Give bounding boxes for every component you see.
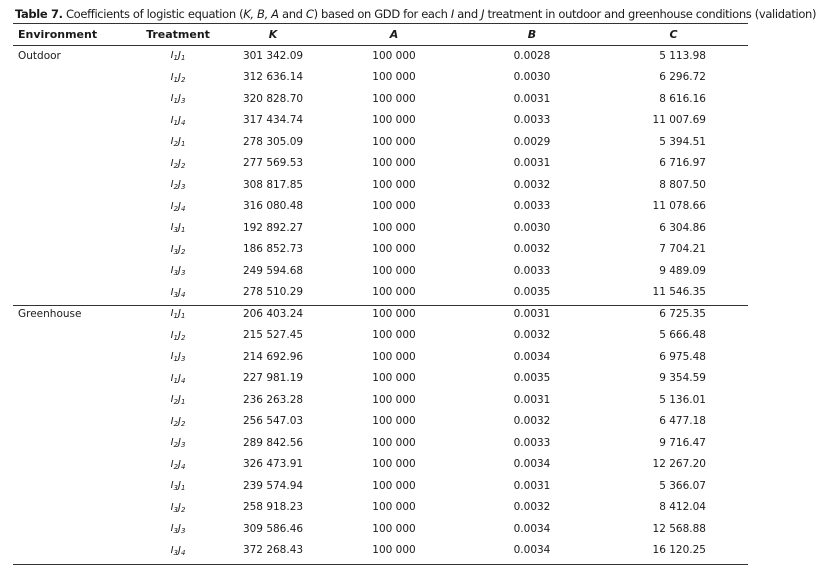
header-k: K xyxy=(268,28,278,41)
cell-environment xyxy=(13,346,133,368)
table-row xyxy=(13,411,748,433)
cell-c: 5 394.51 xyxy=(659,135,706,148)
cell-treatment: $I_2J_2$ xyxy=(170,157,186,170)
cell-a: 100 000 xyxy=(372,329,416,342)
cell-treatment: $I_3J_3$ xyxy=(170,523,186,536)
cell-treatment: $I_1J_4$ xyxy=(170,114,186,127)
cell-environment xyxy=(13,88,133,110)
cell-environment xyxy=(13,131,133,153)
cell-environment xyxy=(13,325,133,347)
cell-k: 258 918.23 xyxy=(242,501,304,514)
header-c: C xyxy=(669,28,678,41)
cell-environment xyxy=(13,540,133,562)
cell-environment xyxy=(13,368,133,390)
cell-a: 100 000 xyxy=(372,458,416,471)
cell-k: 289 842.56 xyxy=(242,436,304,449)
cell-treatment: $I_1J_4$ xyxy=(170,372,186,385)
cell-treatment: $I_3J_2$ xyxy=(170,243,186,256)
table-row xyxy=(13,432,748,454)
cell-environment xyxy=(13,260,133,282)
cell-environment xyxy=(13,196,133,218)
cell-environment xyxy=(13,217,133,239)
cell-b: 0.0034 xyxy=(513,458,551,471)
cell-a: 100 000 xyxy=(372,436,416,449)
cell-k: 192 892.27 xyxy=(242,221,304,234)
table-row xyxy=(13,497,748,519)
cell-k: 301 342.09 xyxy=(242,49,304,62)
cell-a: 100 000 xyxy=(372,49,416,62)
cell-k: 249 594.68 xyxy=(242,264,304,277)
cell-k: 309 586.46 xyxy=(242,522,304,535)
table-row xyxy=(13,518,748,540)
cell-b: 0.0028 xyxy=(513,49,551,62)
header-a: A xyxy=(389,28,399,41)
cell-c: 12 568.88 xyxy=(652,522,706,535)
cell-k: 206 403.24 xyxy=(242,307,304,320)
table-row xyxy=(13,174,748,196)
table-row xyxy=(13,45,748,67)
table-row xyxy=(13,67,748,89)
cell-k: 239 574.94 xyxy=(242,479,304,492)
cell-b: 0.0032 xyxy=(513,178,551,191)
cell-c: 9 716.47 xyxy=(659,436,706,449)
cell-treatment: $I_1J_2$ xyxy=(170,329,186,342)
cell-b: 0.0034 xyxy=(513,544,551,557)
header-environment: Environment xyxy=(18,28,98,41)
table-row xyxy=(13,346,748,368)
cell-environment xyxy=(13,67,133,89)
cell-treatment: $I_2J_3$ xyxy=(170,437,186,450)
cell-a: 100 000 xyxy=(372,307,416,320)
cell-treatment: $I_3J_4$ xyxy=(170,544,186,557)
cell-environment xyxy=(13,174,133,196)
caption-label: Table 7. xyxy=(15,7,63,21)
table-row xyxy=(13,454,748,476)
cell-c: 5 113.98 xyxy=(659,49,706,62)
header-treatment: Treatment xyxy=(146,28,210,41)
caption-part: J xyxy=(481,7,485,21)
cell-b: 0.0030 xyxy=(513,221,551,234)
cell-c: 9 354.59 xyxy=(659,372,706,385)
table-row xyxy=(13,368,748,390)
cell-k: 312 636.14 xyxy=(242,71,304,84)
cell-a: 100 000 xyxy=(372,178,416,191)
cell-environment: Greenhouse xyxy=(18,307,82,320)
cell-k: 317 434.74 xyxy=(242,114,304,127)
table-row xyxy=(13,389,748,411)
bottom-rule xyxy=(13,564,748,565)
cell-b: 0.0035 xyxy=(513,372,551,385)
cell-a: 100 000 xyxy=(372,264,416,277)
cell-a: 100 000 xyxy=(372,350,416,363)
cell-a: 100 000 xyxy=(372,114,416,127)
table-row xyxy=(13,196,748,218)
cell-b: 0.0033 xyxy=(513,114,551,127)
table-row xyxy=(13,88,748,110)
cell-environment xyxy=(13,518,133,540)
cell-b: 0.0031 xyxy=(513,393,551,406)
cell-a: 100 000 xyxy=(372,393,416,406)
cell-environment xyxy=(13,432,133,454)
cell-b: 0.0032 xyxy=(513,501,551,514)
cell-k: 316 080.48 xyxy=(242,200,304,213)
cell-environment xyxy=(13,389,133,411)
cell-a: 100 000 xyxy=(372,415,416,428)
cell-treatment: $I_3J_3$ xyxy=(170,265,186,278)
cell-b: 0.0032 xyxy=(513,329,551,342)
cell-c: 9 489.09 xyxy=(659,264,706,277)
caption-part: and xyxy=(453,7,482,21)
cell-a: 100 000 xyxy=(372,522,416,535)
cell-a: 100 000 xyxy=(372,372,416,385)
cell-k: 308 817.85 xyxy=(242,178,304,191)
cell-c: 6 296.72 xyxy=(659,71,706,84)
cell-treatment: $I_1J_2$ xyxy=(170,71,186,84)
cell-b: 0.0029 xyxy=(513,135,551,148)
cell-c: 8 616.16 xyxy=(659,92,706,105)
table-row xyxy=(13,303,748,325)
cell-environment xyxy=(13,454,133,476)
table-row xyxy=(13,239,748,261)
cell-k: 320 828.70 xyxy=(242,92,304,105)
cell-c: 8 807.50 xyxy=(659,178,706,191)
header-b: B xyxy=(527,28,537,41)
table-row xyxy=(13,325,748,347)
cell-treatment: $I_2J_1$ xyxy=(170,394,186,407)
cell-c: 11 546.35 xyxy=(652,286,706,299)
table-row xyxy=(13,217,748,239)
cell-b: 0.0033 xyxy=(513,264,551,277)
cell-treatment: $I_3J_4$ xyxy=(170,286,186,299)
cell-c: 5 136.01 xyxy=(659,393,706,406)
table-body xyxy=(13,45,748,561)
cell-environment xyxy=(13,411,133,433)
table-row xyxy=(13,475,748,497)
cell-c: 11 078.66 xyxy=(652,200,706,213)
cell-c: 5 366.07 xyxy=(659,479,706,492)
cell-c: 11 007.69 xyxy=(652,114,706,127)
cell-b: 0.0031 xyxy=(513,307,551,320)
cell-c: 8 412.04 xyxy=(659,501,706,514)
caption-part: ) based on GDD for each xyxy=(313,7,451,21)
cell-a: 100 000 xyxy=(372,92,416,105)
cell-b: 0.0032 xyxy=(513,243,551,256)
cell-treatment: $I_1J_3$ xyxy=(170,351,186,364)
table-row xyxy=(13,153,748,175)
cell-k: 372 268.43 xyxy=(242,544,304,557)
cell-b: 0.0031 xyxy=(513,479,551,492)
cell-b: 0.0033 xyxy=(513,200,551,213)
cell-treatment: $I_3J_1$ xyxy=(170,480,186,493)
cell-treatment: $I_3J_1$ xyxy=(170,222,186,235)
cell-treatment: $I_1J_1$ xyxy=(170,308,186,321)
caption-text xyxy=(63,7,816,21)
cell-c: 6 716.97 xyxy=(659,157,706,170)
cell-c: 6 975.48 xyxy=(659,350,706,363)
cell-a: 100 000 xyxy=(372,221,416,234)
cell-b: 0.0030 xyxy=(513,71,551,84)
coefficients-table xyxy=(13,24,748,561)
table-row xyxy=(13,260,748,282)
cell-c: 16 120.25 xyxy=(652,544,706,557)
cell-k: 215 527.45 xyxy=(242,329,304,342)
cell-environment xyxy=(13,282,133,304)
cell-c: 6 477.18 xyxy=(659,415,706,428)
cell-a: 100 000 xyxy=(372,479,416,492)
cell-treatment: $I_2J_1$ xyxy=(170,136,186,149)
cell-a: 100 000 xyxy=(372,200,416,213)
cell-k: 326 473.91 xyxy=(242,458,304,471)
cell-treatment: $I_2J_3$ xyxy=(170,179,186,192)
cell-k: 256 547.03 xyxy=(242,415,304,428)
caption-part: K, B, A xyxy=(243,7,279,21)
cell-environment xyxy=(13,153,133,175)
cell-b: 0.0034 xyxy=(513,350,551,363)
header-row xyxy=(13,24,748,45)
cell-treatment: $I_2J_4$ xyxy=(170,200,186,213)
cell-k: 278 510.29 xyxy=(242,286,304,299)
cell-a: 100 000 xyxy=(372,286,416,299)
cell-a: 100 000 xyxy=(372,135,416,148)
cell-treatment: $I_1J_3$ xyxy=(170,93,186,106)
cell-environment xyxy=(13,110,133,132)
cell-environment xyxy=(13,475,133,497)
cell-c: 6 725.35 xyxy=(659,307,706,320)
cell-k: 236 263.28 xyxy=(242,393,304,406)
cell-c: 7 704.21 xyxy=(659,243,706,256)
cell-c: 12 267.20 xyxy=(652,458,706,471)
table-row xyxy=(13,131,748,153)
cell-b: 0.0034 xyxy=(513,522,551,535)
table-caption xyxy=(15,7,816,21)
cell-k: 277 569.53 xyxy=(242,157,304,170)
cell-treatment: $I_2J_4$ xyxy=(170,458,186,471)
cell-k: 227 981.19 xyxy=(242,372,304,385)
cell-b: 0.0033 xyxy=(513,436,551,449)
table-row xyxy=(13,110,748,132)
cell-a: 100 000 xyxy=(372,157,416,170)
caption-part: Coefficients of logistic equation ( xyxy=(62,7,244,21)
cell-treatment: $I_3J_2$ xyxy=(170,501,186,514)
cell-c: 6 304.86 xyxy=(659,221,706,234)
cell-treatment: $I_1J_1$ xyxy=(170,50,186,63)
cell-a: 100 000 xyxy=(372,243,416,256)
cell-environment: Outdoor xyxy=(18,49,61,62)
cell-b: 0.0031 xyxy=(513,92,551,105)
caption-part: I xyxy=(450,7,454,21)
caption-part: and xyxy=(278,7,306,21)
cell-b: 0.0031 xyxy=(513,157,551,170)
cell-environment xyxy=(13,239,133,261)
cell-environment xyxy=(13,497,133,519)
table-row xyxy=(13,282,748,304)
cell-b: 0.0032 xyxy=(513,415,551,428)
caption-part: treatment in outdoor and greenhouse conditions (validation) xyxy=(484,7,816,21)
cell-c: 5 666.48 xyxy=(659,329,706,342)
cell-treatment: $I_2J_2$ xyxy=(170,415,186,428)
cell-b: 0.0035 xyxy=(513,286,551,299)
cell-a: 100 000 xyxy=(372,501,416,514)
cell-k: 278 305.09 xyxy=(242,135,304,148)
table-row xyxy=(13,540,748,562)
caption-part: C xyxy=(305,7,314,21)
cell-a: 100 000 xyxy=(372,544,416,557)
cell-k: 186 852.73 xyxy=(242,243,304,256)
cell-k: 214 692.96 xyxy=(242,350,304,363)
cell-a: 100 000 xyxy=(372,71,416,84)
